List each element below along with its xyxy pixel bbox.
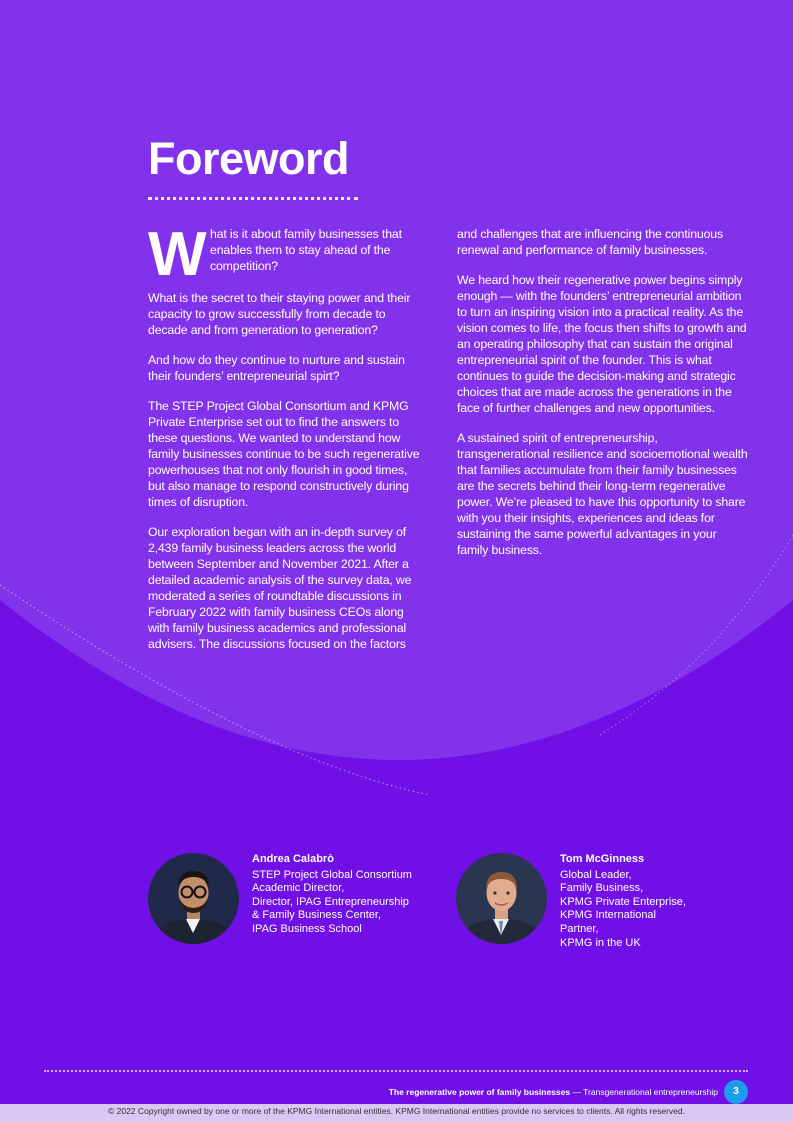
portrait-photo [456,853,547,944]
author-name: Tom McGinness [560,853,645,865]
section-title: Transgenerational entrepreneurship [583,1087,718,1097]
body-column-left [148,220,426,666]
footer-separator: — [570,1087,584,1097]
body-column-right [457,226,750,572]
paragraph: And how do they continue to nurture and sustain their founders’ entrepreneurial spirt? [148,353,405,383]
paragraph: What is the secret to their staying power and their capacity to grow successfully from decade to decade and from generation to generation? [148,291,411,337]
footer-publication-line [389,1087,718,1097]
drop-cap: W [148,220,207,289]
intro-lead-text: hat is it about family businesses that enables them to stay ahead of the competition? [210,227,402,273]
page-title: Foreword [148,133,350,184]
footer-divider [44,1070,748,1072]
avatar [148,853,239,944]
avatar [456,853,547,944]
paragraph: The STEP Project Global Consortium and KPMG Private Enterprise set out to find the answers to these questions. We wanted to understand how family businesses continue to be such regenerative powerhouses that not only flourish in good times, but also manage to respond constructively during times of disruption. [148,399,420,509]
paragraph: We heard how their regenerative power begins simply enough — with the founders’ entrepreneurial ambition to turn an inspiring vision into a practical reality. As the vision comes to life, the focus then shifts to growth and an operating philosophy that can sustain the original entrepreneurial spirit of the founder. This is what continues to guide the decision-making and strategic choices that are made across the generations in the face of further challenges and new opportunities. [457,273,747,415]
author-card-andrea-calabro [148,853,412,944]
author-role: Global Leader, Family Business, KPMG Private Enterprise, KPMG International Partner, KPMG in the UK [560,868,686,949]
intro-lead [148,220,426,289]
paragraph: A sustained spirit of entrepreneurship, transgenerational resilience and socioemotional wealth that families accumulate from their family businesses are the secrets behind their long-term regenerative power. We’re pleased to have this opportunity to share with you their insights, experiences and ideas for sustaining the same powerful advantages in your family business. [457,431,748,557]
portrait-photo [148,853,239,944]
author-name: Andrea Calabrò [252,853,334,865]
page-number-badge: 3 [724,1080,748,1104]
author-card-tom-mcginness [456,853,686,950]
publication-title: The regenerative power of family businesses [388,1087,571,1097]
copyright-bar: © 2022 Copyright owned by one or more of the KPMG International entities. KPMG International entities provide no services to clients. All rights reserved. [0,1104,793,1122]
paragraph: and challenges that are influencing the continuous renewal and performance of family businesses. [457,227,723,257]
title-divider [148,197,358,200]
author-role: STEP Project Global Consortium Academic Director, Director, IPAG Entrepreneurship & Family Business Center, IPAG Business School [252,868,412,935]
paragraph: Our exploration began with an in-depth survey of 2,439 family business leaders across the world between September and November 2021. After a detailed academic analysis of the survey data, we moderated a series of roundtable discussions in February 2022 with family business CEOs along with family business academics and professional advisers. The discussions focused on the factors [148,525,412,651]
